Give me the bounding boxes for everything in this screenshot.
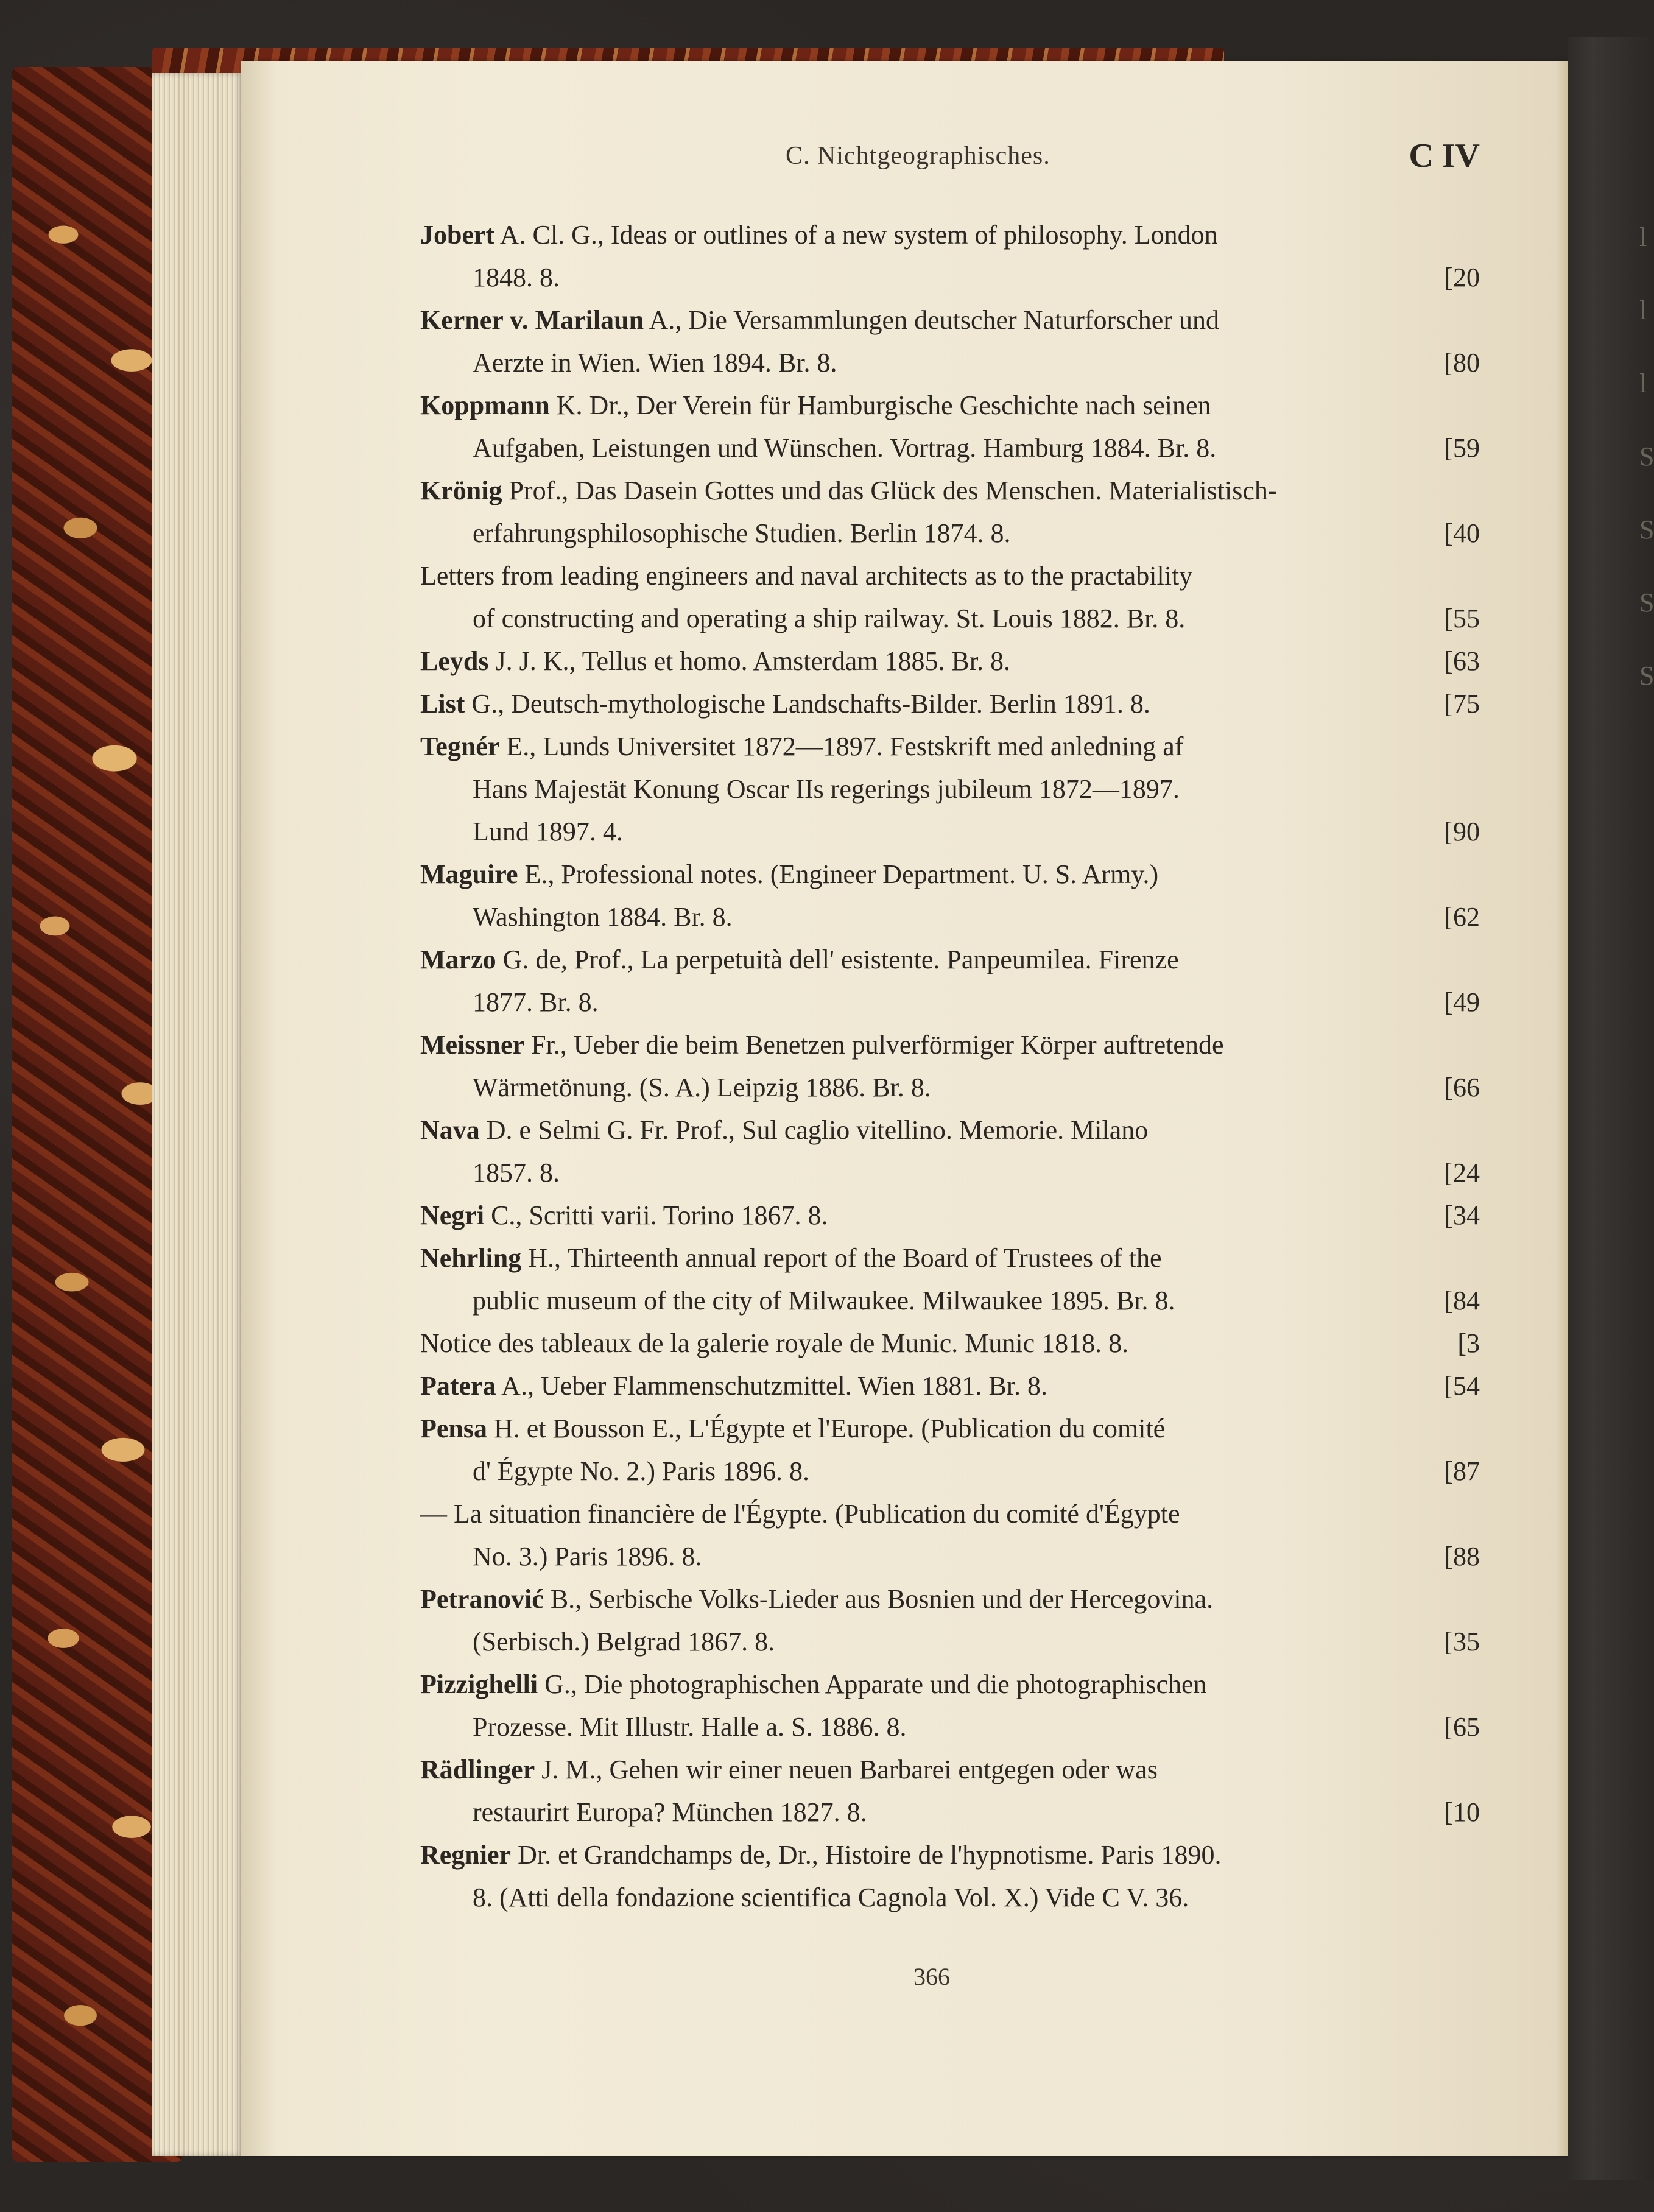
entry-line xyxy=(420,219,1480,262)
entry-text xyxy=(420,219,1218,262)
entry-line xyxy=(420,1754,1480,1797)
entry-text xyxy=(420,1370,1047,1413)
bibliography-entry xyxy=(420,390,1480,475)
edge-mark: S xyxy=(1639,588,1654,618)
entry-author: Marzo xyxy=(420,945,496,974)
entry-line-text: Aufgaben, Leistungen und Wünschen. Vortrag. Hamburg 1884. Br. 8. xyxy=(473,433,1217,463)
bibliography-entry xyxy=(420,731,1480,859)
entry-line-text: J. M., Gehen wir einer neuen Barbarei entgegen oder was xyxy=(541,1755,1158,1784)
entry-author: Kerner v. Marilaun xyxy=(420,305,644,335)
entry-line xyxy=(420,1242,1480,1285)
entry-reference-number: [3 xyxy=(1457,1328,1480,1358)
entry-line xyxy=(420,1711,1480,1754)
entry-text xyxy=(473,816,623,859)
bibliography-entry xyxy=(420,1029,1480,1115)
entry-line xyxy=(420,987,1480,1029)
bibliography-entry xyxy=(420,646,1480,688)
entry-text xyxy=(473,262,560,305)
entry-author: Petranović xyxy=(420,1584,544,1614)
entry-line xyxy=(420,1157,1480,1200)
entry-line xyxy=(420,816,1480,859)
entry-reference-number: [62 xyxy=(1444,902,1480,932)
entry-reference-number: [35 xyxy=(1444,1627,1480,1657)
entry-line xyxy=(420,305,1480,347)
bibliography-entry xyxy=(420,1583,1480,1669)
edge-mark: l xyxy=(1639,222,1647,252)
entry-reference-number: [65 xyxy=(1444,1712,1480,1742)
bibliography-entry xyxy=(420,944,1480,1029)
entry-text xyxy=(420,1413,1165,1456)
entry-line-text: erfahrungsphilosophische Studien. Berlin 1874. 8. xyxy=(473,518,1011,548)
bibliography-entry xyxy=(420,859,1480,944)
entry-line xyxy=(420,1328,1480,1370)
entry-line xyxy=(420,475,1480,518)
entry-line-text: A. Cl. G., Ideas or outlines of a new system of philosophy. London xyxy=(499,220,1218,250)
entry-reference-number: [88 xyxy=(1444,1541,1480,1571)
entry-text xyxy=(473,432,1216,475)
entry-line xyxy=(420,1456,1480,1498)
entry-text xyxy=(473,1882,1189,1925)
bibliography-entry xyxy=(420,1370,1480,1413)
entry-reference-number: [66 xyxy=(1444,1073,1480,1102)
entry-reference-number: [24 xyxy=(1444,1158,1480,1188)
entry-line-text: restaurirt Europa? München 1827. 8. xyxy=(473,1797,867,1827)
entry-line-text: A., Ueber Flammenschutzmittel. Wien 1881. Br. 8. xyxy=(501,1371,1047,1401)
section-code: C IV xyxy=(1409,137,1480,175)
running-header xyxy=(420,137,1480,184)
entry-line xyxy=(420,1626,1480,1669)
entry-author: Meissner xyxy=(420,1030,525,1060)
bibliography-entry xyxy=(420,1328,1480,1370)
entry-text xyxy=(420,1242,1162,1285)
entry-line-text: B., Serbische Volks-Lieder aus Bosnien und der Hercegovina. xyxy=(550,1584,1214,1614)
entry-line-text: D. e Selmi G. Fr. Prof., Sul caglio vitellino. Memorie. Milano xyxy=(486,1115,1149,1145)
entry-text xyxy=(420,560,1192,603)
entry-author: Rädlinger xyxy=(420,1755,535,1784)
entry-author: List xyxy=(420,689,465,719)
bibliography-entry xyxy=(420,1200,1480,1242)
entry-author: Jobert xyxy=(420,220,495,250)
entry-reference-number: [20 xyxy=(1444,262,1480,292)
entry-text xyxy=(473,1285,1175,1328)
entry-author: Pizzighelli xyxy=(420,1669,538,1699)
entry-reference-number: [49 xyxy=(1444,987,1480,1017)
entry-reference-number: [34 xyxy=(1444,1200,1480,1230)
entry-line xyxy=(420,731,1480,773)
entry-line xyxy=(420,1115,1480,1157)
entry-text xyxy=(473,1711,907,1754)
entry-text xyxy=(473,773,1180,816)
entry-reference-number: [90 xyxy=(1444,817,1480,847)
entry-text xyxy=(420,1498,1180,1541)
entry-line-text: G. de, Prof., La perpetuità dell' esistente. Panpeumilea. Firenze xyxy=(502,945,1179,974)
entry-line xyxy=(420,1797,1480,1839)
entry-text xyxy=(420,305,1219,347)
entry-reference-number: [80 xyxy=(1444,348,1480,378)
entry-line-text: Aerzte in Wien. Wien 1894. Br. 8. xyxy=(473,348,837,378)
entry-line-text: Letters from leading engineers and naval architects as to the practability xyxy=(420,561,1193,591)
entry-line xyxy=(420,1029,1480,1072)
entry-author: Tegnér xyxy=(420,731,500,761)
entry-line xyxy=(420,1498,1480,1541)
entry-author: Leyds xyxy=(420,646,489,676)
entry-author: Koppmann xyxy=(420,390,550,420)
entry-line-text: (Serbisch.) Belgrad 1867. 8. xyxy=(473,1627,775,1657)
bibliography-entry xyxy=(420,1839,1480,1925)
entry-text xyxy=(420,1029,1224,1072)
entry-reference-number: [59 xyxy=(1444,433,1480,463)
entry-text xyxy=(420,859,1158,901)
entry-line xyxy=(420,1370,1480,1413)
entry-text xyxy=(420,1583,1213,1626)
edge-mark: l xyxy=(1639,368,1647,398)
entry-text xyxy=(473,1626,775,1669)
entry-reference-number: [87 xyxy=(1444,1456,1480,1486)
entry-author: Pensa xyxy=(420,1414,487,1443)
edge-mark: S xyxy=(1639,661,1654,691)
entry-line-text: H. et Bousson E., L'Égypte et l'Europe. (Publication du comité xyxy=(494,1414,1166,1443)
entry-line-text: Hans Majestät Konung Oscar IIs regerings jubileum 1872—1897. xyxy=(473,774,1180,804)
entry-line-text: Wärmetönung. (S. A.) Leipzig 1886. Br. 8. xyxy=(473,1073,931,1102)
entry-text xyxy=(420,475,1277,518)
entry-text xyxy=(420,944,1179,987)
entry-text xyxy=(473,1797,867,1839)
entry-text xyxy=(473,518,1011,560)
bibliography-entry xyxy=(420,305,1480,390)
entry-line xyxy=(420,603,1480,646)
entry-text xyxy=(420,1115,1148,1157)
entry-reference-number: [63 xyxy=(1444,646,1480,676)
bibliography-entry xyxy=(420,688,1480,731)
entry-line xyxy=(420,1413,1480,1456)
entry-line xyxy=(420,560,1480,603)
edge-mark: l xyxy=(1639,295,1647,325)
entry-line xyxy=(420,347,1480,390)
entry-line-text: Lund 1897. 4. xyxy=(473,817,623,847)
bibliography-entry xyxy=(420,219,1480,305)
entry-line-text: E., Professional notes. (Engineer Department. U. S. Army.) xyxy=(524,859,1159,889)
entry-reference-number: [10 xyxy=(1444,1797,1480,1827)
entry-line-text: Notice des tableaux de la galerie royale de Munic. Munic 1818. 8. xyxy=(420,1328,1129,1358)
bibliography-entry xyxy=(420,560,1480,646)
page-number: 366 xyxy=(913,1963,950,1990)
entry-line-text: G., Die photographischen Apparate und die photographischen xyxy=(544,1669,1207,1699)
entry-reference-number: [75 xyxy=(1444,689,1480,719)
entry-line-text: 1848. 8. xyxy=(473,262,560,292)
entry-line xyxy=(420,1882,1480,1925)
bibliography-entry xyxy=(420,1115,1480,1200)
entry-line-text: Fr., Ueber die beim Benetzen pulverförmiger Körper auftretende xyxy=(531,1030,1224,1060)
bibliography-entry xyxy=(420,1754,1480,1839)
entry-line-text: G., Deutsch-mythologische Landschafts-Bilder. Berlin 1891. 8. xyxy=(471,689,1150,719)
entry-line-text: of constructing and operating a ship railway. St. Louis 1882. Br. 8. xyxy=(473,604,1186,633)
entry-text xyxy=(420,1669,1207,1711)
entry-line xyxy=(420,518,1480,560)
bibliography-entry xyxy=(420,1498,1480,1583)
entry-text xyxy=(473,1456,809,1498)
entry-line-text: A., Die Versammlungen deutscher Naturforscher und xyxy=(649,305,1219,335)
entry-line xyxy=(420,390,1480,432)
edge-mark: S xyxy=(1639,515,1654,544)
entry-line xyxy=(420,432,1480,475)
bibliography-entry xyxy=(420,1669,1480,1754)
entry-text xyxy=(420,731,1183,773)
entry-line xyxy=(420,1669,1480,1711)
entry-reference-number: [40 xyxy=(1444,518,1480,548)
entry-text xyxy=(420,1200,828,1242)
entry-text xyxy=(473,987,599,1029)
entry-line-text: public museum of the city of Milwaukee. Milwaukee 1895. Br. 8. xyxy=(473,1286,1175,1316)
entry-reference-number: [55 xyxy=(1444,604,1480,633)
entry-text xyxy=(473,1541,702,1583)
entry-line xyxy=(420,1285,1480,1328)
entry-line-text: 1877. Br. 8. xyxy=(473,987,599,1017)
entry-reference-number: [54 xyxy=(1444,1371,1480,1401)
edge-mark: S xyxy=(1639,442,1654,471)
entry-reference-number: [84 xyxy=(1444,1286,1480,1316)
entry-line xyxy=(420,688,1480,731)
entry-author: Nehrling xyxy=(420,1243,522,1273)
entry-author: Krönig xyxy=(420,476,502,505)
entry-line xyxy=(420,1541,1480,1583)
entry-text xyxy=(420,390,1211,432)
entry-line xyxy=(420,646,1480,688)
entry-line xyxy=(420,859,1480,901)
entry-line-text: J. J. K., Tellus et homo. Amsterdam 1885. Br. 8. xyxy=(495,646,1011,676)
entry-text xyxy=(473,901,733,944)
entry-text xyxy=(473,347,837,390)
entry-author: Regnier xyxy=(420,1840,512,1870)
bibliography-entry xyxy=(420,475,1480,560)
entry-line xyxy=(420,1839,1480,1882)
entry-line-text: Washington 1884. Br. 8. xyxy=(473,902,733,932)
entry-text xyxy=(473,603,1185,646)
entry-line xyxy=(420,262,1480,305)
entry-author: Maguire xyxy=(420,859,518,889)
entry-text xyxy=(420,646,1010,688)
entry-text xyxy=(473,1072,931,1115)
entry-text xyxy=(473,1157,560,1200)
entry-line-text: 1857. 8. xyxy=(473,1158,560,1188)
entry-line-text: — La situation financière de l'Égypte. (Publication du comité d'Égypte xyxy=(420,1499,1180,1529)
entry-line-text: Prof., Das Dasein Gottes und das Glück des Menschen. Materialistisch- xyxy=(509,476,1277,505)
page-text xyxy=(420,0,1480,2212)
entry-text xyxy=(420,1754,1158,1797)
entry-author: Patera xyxy=(420,1371,496,1401)
entry-line-text: E., Lunds Universitet 1872—1897. Festskrift med anledning af xyxy=(506,731,1184,761)
entry-text xyxy=(420,1328,1128,1370)
entry-line xyxy=(420,901,1480,944)
entry-line-text: C., Scritti varii. Torino 1867. 8. xyxy=(491,1200,828,1230)
page-stack xyxy=(152,73,244,2156)
bibliography-entry xyxy=(420,1242,1480,1328)
entry-line xyxy=(420,1072,1480,1115)
entry-author: Nava xyxy=(420,1115,480,1145)
section-title: C. Nichtgeographisches. xyxy=(786,142,1050,170)
entry-text xyxy=(420,1839,1221,1882)
entry-author: Negri xyxy=(420,1200,485,1230)
entry-line-text: No. 3.) Paris 1896. 8. xyxy=(473,1541,702,1571)
entry-line xyxy=(420,1200,1480,1242)
entry-line-text: d' Égypte No. 2.) Paris 1896. 8. xyxy=(473,1456,809,1486)
bibliography-entry xyxy=(420,1413,1480,1498)
entry-line xyxy=(420,1583,1480,1626)
next-page-edge-marks xyxy=(1639,201,1654,749)
entry-line-text: Prozesse. Mit Illustr. Halle a. S. 1886. 8. xyxy=(473,1712,907,1742)
entry-text xyxy=(420,688,1150,731)
entry-line xyxy=(420,773,1480,816)
entry-line-text: H., Thirteenth annual report of the Board of Trustees of the xyxy=(528,1243,1162,1273)
entry-line-text: Dr. et Grandchamps de, Dr., Histoire de l'hypnotisme. Paris 1890. xyxy=(518,1840,1222,1870)
entry-line-text: K. Dr., Der Verein für Hamburgische Geschichte nach seinen xyxy=(556,390,1211,420)
entry-line xyxy=(420,944,1480,987)
entry-line-text: 8. (Atti della fondazione scientifica Cagnola Vol. X.) Vide C V. 36. xyxy=(473,1883,1189,1912)
